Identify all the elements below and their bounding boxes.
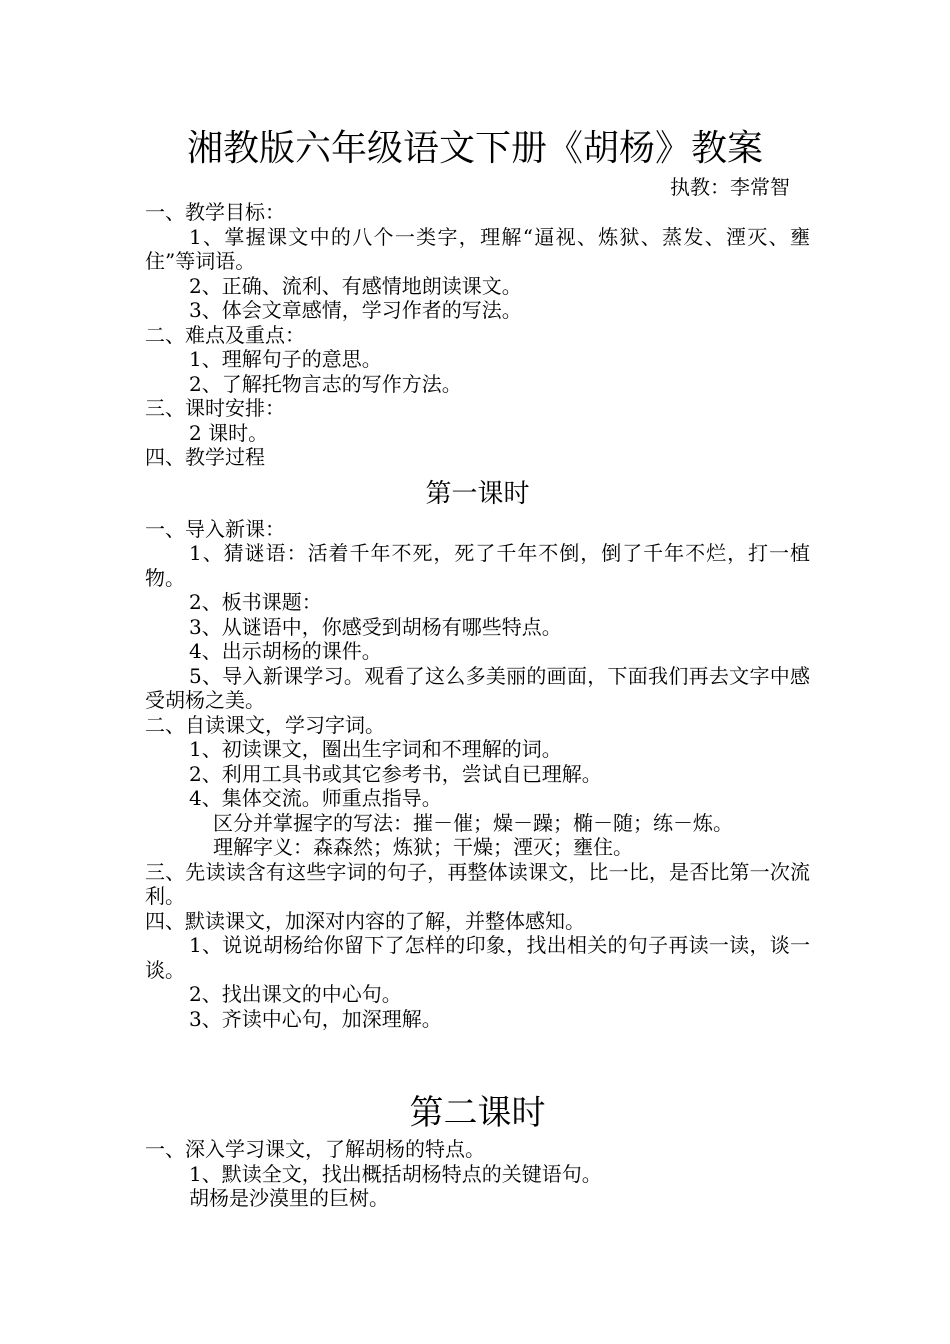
lesson1-section1-heading: 一、导入新课：: [145, 516, 285, 541]
lesson1-section2-item: 1、初读课文，圈出生字词和不理解的词。: [189, 737, 562, 761]
lesson1-section4-item: 3、齐读中心句，加深理解。: [189, 1006, 442, 1031]
objective-item: 2、正确、流利、有感情地朗读课文。: [189, 273, 522, 298]
lesson1-section1-item: 3、从谜语中，你感受到胡杨有哪些特点。: [189, 614, 562, 639]
process-heading: 四、教学过程: [145, 445, 265, 469]
lesson1-section1-item: 4、出示胡杨的课件。: [189, 639, 382, 663]
lesson1-section1-item: 5、导入新课学习。观看了这么多美丽的画面，下面我们再去文字中感受胡杨之美。: [145, 663, 810, 712]
schedule-heading: 三、课时安排：: [145, 396, 285, 420]
author-line: 执教：李常智: [670, 175, 790, 199]
lesson1-section1-item: 2、板书课题：: [189, 590, 322, 614]
lesson1-section4-heading: 四、默读课文，加深对内容的了解，并整体感知。: [145, 908, 585, 933]
objectives-heading: 一、教学目标：: [145, 200, 285, 224]
key-points-heading: 二、难点及重点：: [145, 322, 305, 347]
key-point-item: 2、了解托物言志的写作方法。: [189, 371, 462, 396]
lesson1-section3: 三、先读读含有这些字词的句子，再整体读课文，比一比，是否比第一次流利。: [145, 859, 810, 908]
lesson1-section2-item: 4、集体交流。师重点指导。: [189, 786, 442, 810]
document-body: [145, 200, 810, 1211]
lesson1-section4-item: 2、找出课文的中心句。: [189, 982, 402, 1006]
lesson1-section2-subitem: 理解字义：森森然；炼狱；干燥；湮灭；壅住。: [213, 835, 633, 859]
objective-item: 1、掌握课文中的八个一类字，理解“逼视、炼狱、蒸发、湮灭、壅住”等词语。: [145, 224, 810, 273]
lesson2-section1-item: 胡杨是沙漠里的巨树。: [189, 1186, 389, 1210]
lesson2-section1-heading: 一、深入学习课文，了解胡杨的特点。: [145, 1137, 485, 1161]
lesson2-title: 第二课时: [409, 1093, 546, 1133]
key-point-item: 1、理解句子的意思。: [189, 347, 382, 371]
document-title: 湘教版六年级语文下册《胡杨》教案: [186, 128, 763, 169]
lesson1-section1-item: 1、猜谜语：活着千年不死，死了千年不倒，倒了千年不烂，打一植物。: [145, 541, 810, 590]
lesson1-section2-item: 2、利用工具书或其它参考书，尝试自已理解。: [189, 761, 602, 786]
lesson2-section1-item: 1、默读全文，找出概括胡杨特点的关键语句。: [189, 1161, 602, 1186]
lesson1-title: 第一课时: [425, 478, 530, 509]
lesson1-section2-heading: 二、自读课文，学习字词。: [145, 712, 385, 737]
lesson1-section2-subitem: 区分并掌握字的写法：摧－催；燥－躁；椭－随；练－炼。: [213, 810, 733, 835]
objective-item: 3、体会文章感情，学习作者的写法。: [189, 298, 522, 322]
lesson1-section4-item: 1、说说胡杨给你留下了怎样的印象，找出相关的句子再读一读，谈一谈。: [145, 933, 810, 982]
schedule-text: 2 课时。: [189, 420, 269, 445]
